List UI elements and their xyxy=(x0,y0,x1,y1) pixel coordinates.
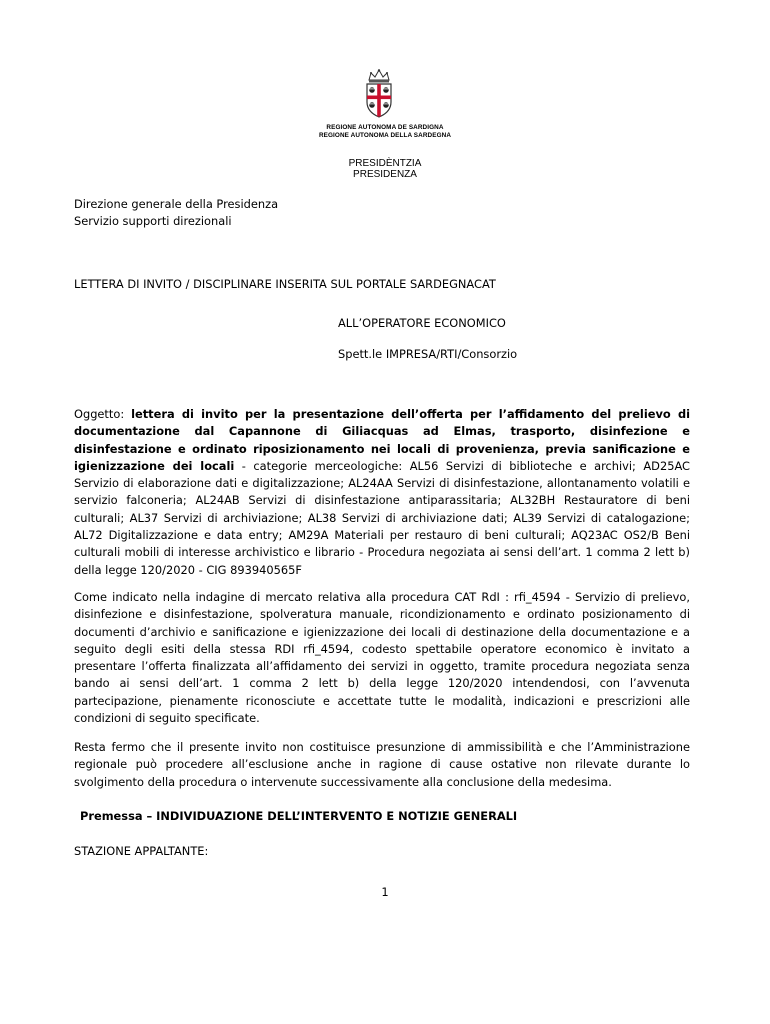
sender-line-2: Servizio supporti direzionali xyxy=(74,214,232,228)
presidency-sardinian: PRESIDÈNTZIA xyxy=(348,158,422,169)
reservation-paragraph: Resta fermo che il presente invito non costituisce presunzione di ammissibilità e che l’Amministrazione regionale può procedere all’esclusione anche in ragione di cause ostative non rilevate durante lo svolgimento della procedura o intervenute successivamente alla conclusione della medesima. xyxy=(74,740,690,789)
oggetto-paragraph xyxy=(74,406,690,579)
region-name-sardinian: REGIONE AUTONOMA DE SARDIGNA xyxy=(326,124,444,131)
coat-of-arms-icon xyxy=(361,68,397,120)
recipient-line-2: Spett.le IMPRESA/RTI/Consorzio xyxy=(338,347,518,361)
stazione-appaltante-label: STAZIONE APPALTANTE: xyxy=(74,844,209,858)
sender-line-1: Direzione generale della Presidenza xyxy=(74,197,279,211)
region-name-italian: REGIONE AUTONOMA DELLA SARDEGNA xyxy=(318,132,452,139)
recipient-line-1: ALL’OPERATORE ECONOMICO xyxy=(338,316,506,330)
oggetto-bold-text: lettera di invito per la presentazione dell’offerta per l’affidamento del prelievo di documentazione dal Capannone di Giliacquas ad Elmas, trasporto, disinfezione e disinfestazione e ordinato riposizionamento nei locali di provenienza, previa sanificazione e igienizzazione dei locali xyxy=(74,407,691,473)
intro-paragraph: Come indicato nella indagine di mercato relativa alla procedura CAT RdI : rfi_4594 - Servizio di prelievo, disinfezione e disinfestazione, spolveratura manuale, ricondizionamento e ordinato posizionamento di documenti d’archivio e sanificazione e igienizzazione dei locali di destinazione della documentazione e a seguito degli esiti della stessa RDI rfi_4594, codesto spettabile operatore economico è invitato a presentare l’offerta finalizzata all’affidamento dei servizi in oggetto, tramite procedura negoziata senza bando ai sensi dell’art. 1 comma 2 lett b) della legge 120/2020 intendendosi, con l’avvenuta partecipazione, pienamente riconosciute e accettate tutte le modalità, indicazioni e prescrizioni alle condizioni di seguito specificate. xyxy=(74,590,690,726)
oggetto-label: Oggetto: xyxy=(74,407,132,421)
section-heading-text: Premessa – INDIVIDUAZIONE DELL’INTERVENTO E NOTIZIE GENERALI xyxy=(80,809,518,823)
page-number: 1 xyxy=(381,885,389,899)
oggetto-rest-text: - categorie merceologiche: AL56 Servizi di biblioteche e archivi; AD25AC Servizio di elaborazione dati e digitalizzazione; AL24AA Servizi di disinfestazione, allontanamento volatili e servizio falconeria; AL24AB Servizi di disinfestazione antiparassitaria; AL32BH Restauratore di beni culturali; AL37 Servizi di archiviazione; AL38 Servizi di archiviazione dati; AL39 Servizi di catalogazione; AL72 Digitalizzazione e data entry; AM29A Materiali per restauro di beni culturali; AQ23AC OS2/B Beni culturali mobili di interesse archivistico e librario - Procedura negoziata ai sensi dell’art. 1 comma 2 lett b) della legge 120/2020 - CIG 893940565F xyxy=(74,458,690,577)
document-title: LETTERA DI INVITO / DISCIPLINARE INSERITA SUL PORTALE SARDEGNACAT xyxy=(74,277,496,291)
section-heading xyxy=(80,808,696,825)
presidency-italian: PRESIDENZA xyxy=(353,169,417,180)
